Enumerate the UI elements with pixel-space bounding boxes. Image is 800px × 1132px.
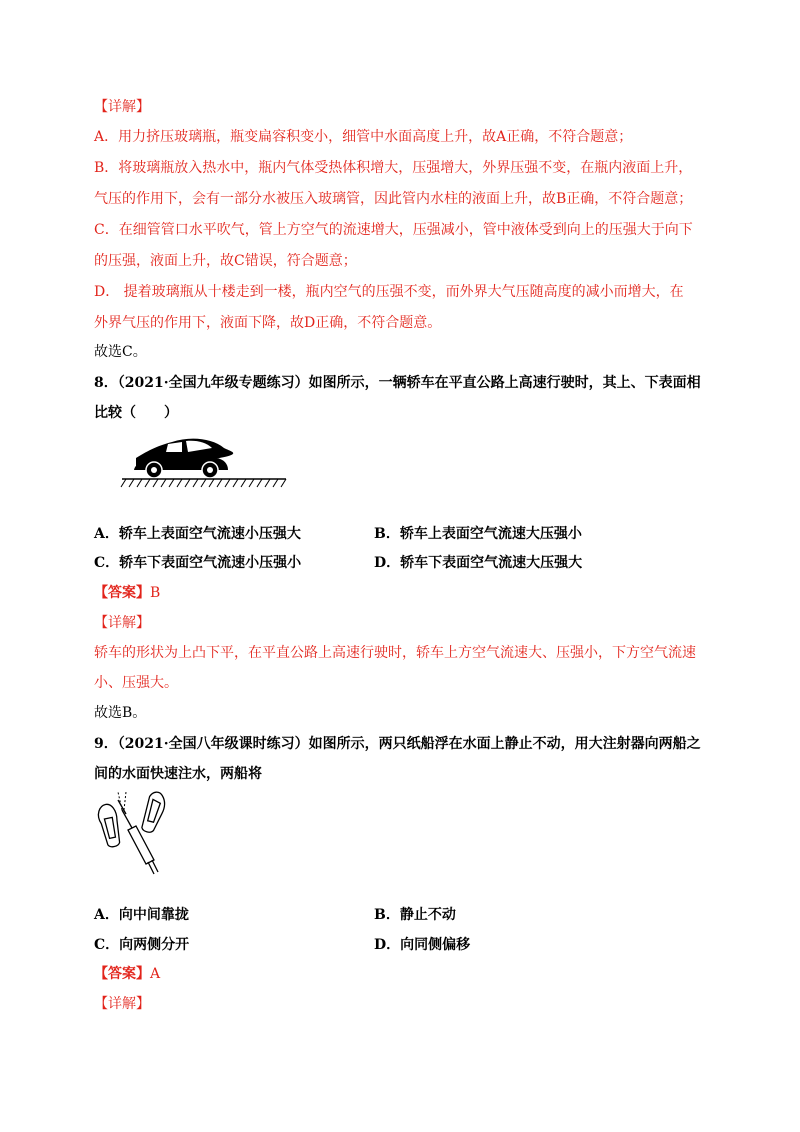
q9-answer-label: 【答案】 [94, 966, 150, 982]
q7-detail-line-b2: 气压的作用下，会有一部分水被压入玻璃管，因此管内水柱的液面上升，故B正确，不符合题意； [94, 191, 693, 207]
q9-option-c[interactable]: C．向两侧分开 [94, 937, 190, 953]
q7-conclusion: 故选C。 [94, 344, 147, 360]
q8-detail-line1: 轿车的形状为上凸下平，在平直公路上高速行驶时，轿车上方空气流速大、压强小，下方空气流速 [94, 645, 696, 661]
q8-answer [94, 582, 160, 602]
q9-answer [94, 963, 160, 983]
q9-detail-heading: 【详解】 [94, 996, 150, 1012]
q8-option-c[interactable]: C．轿车下表面空气流速小压强小 [94, 555, 302, 571]
q7-detail-line-b1: B．将玻璃瓶放入热水中，瓶内气体受热体积增大，压强增大，外界压强不变，在瓶内液面上升， [94, 160, 693, 176]
q8-detail-line2: 小、压强大。 [94, 675, 178, 691]
q8-option-b[interactable]: B．轿车上表面空气流速大压强小 [374, 526, 582, 542]
q7-detail-line-d2: 外界气压的作用下，液面下降，故D正确，不符合题意。 [94, 315, 442, 331]
q9-option-b[interactable]: B．静止不动 [374, 907, 456, 923]
car-on-road-figure [120, 432, 288, 490]
q8-stem-line1: 8．（2021·全国九年级专题练习）如图所示，一辆轿车在平直公路上高速行驶时，其上、下表面相 [94, 375, 701, 391]
q8-answer-value: B [150, 585, 161, 601]
q7-detail-line-c2: 的压强，液面上升，故C错误，符合题意； [94, 253, 357, 269]
q9-option-d[interactable]: D．向同侧偏移 [374, 937, 471, 953]
paper-boats-syringe-figure [96, 790, 178, 878]
q8-answer-label: 【答案】 [94, 585, 150, 601]
q9-stem-line1: 9．（2021·全国八年级课时练习）如图所示，两只纸船浮在水面上静止不动，用大注射器向两船之 [94, 736, 701, 752]
q8-detail-heading: 【详解】 [94, 615, 150, 631]
q8-conclusion: 故选B。 [94, 705, 147, 721]
q9-answer-value: A [150, 966, 161, 982]
q9-stem-line2: 间的水面快速注水，两船将 [94, 766, 262, 782]
q7-detail-line-a: A．用力挤压玻璃瓶，瓶变扁容积变小，细管中水面高度上升，故A正确，不符合题意； [94, 129, 633, 145]
q8-stem-line2: 比较（ ） [94, 405, 178, 421]
q7-detail-line-d1: D． 提着玻璃瓶从十楼走到一楼，瓶内空气的压强不变，而外界大气压随高度的减小而增大，在 [94, 284, 684, 300]
q7-detail-heading: 【详解】 [94, 99, 150, 115]
q7-detail-line-c1: C．在细管管口水平吹气，管上方空气的流速增大，压强减小，管中液体受到向上的压强大于向下 [94, 222, 693, 238]
q8-option-d[interactable]: D．轿车下表面空气流速大压强大 [374, 555, 583, 571]
q9-option-a[interactable]: A．向中间靠拢 [94, 907, 189, 923]
q8-option-a[interactable]: A．轿车上表面空气流速小压强大 [94, 526, 301, 542]
